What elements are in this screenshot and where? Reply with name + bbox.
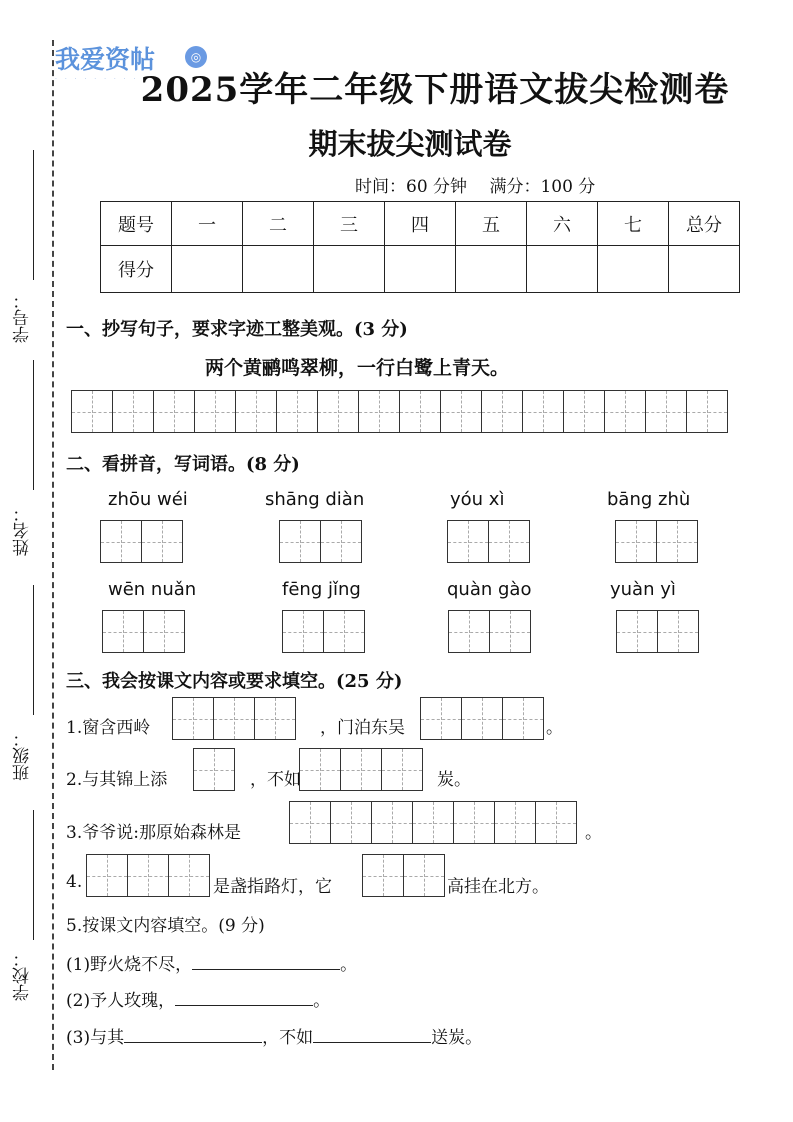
grid-cell[interactable] <box>214 698 255 739</box>
q2-text-2: ，不如 <box>250 770 301 790</box>
q1-end: 。 <box>546 718 563 738</box>
q5-3 <box>66 1023 482 1048</box>
score-cell[interactable] <box>598 246 669 293</box>
score-cell[interactable] <box>669 246 740 293</box>
score-cell[interactable] <box>172 246 243 293</box>
grid-cell[interactable] <box>382 749 423 790</box>
grid-cell[interactable] <box>128 855 169 896</box>
word-answer-grid[interactable] <box>615 520 698 563</box>
header-cell: 二 <box>243 202 314 246</box>
score-cell[interactable] <box>314 246 385 293</box>
class-line <box>33 585 34 715</box>
grid-cell[interactable] <box>359 391 400 432</box>
logo-dots: · · · · · · · · · · <box>55 76 149 83</box>
grid-cell[interactable] <box>658 611 699 652</box>
q5-2-end: 。 <box>313 991 331 1011</box>
page-title: 2025学年二年级下册语文拔尖检测卷 <box>140 70 730 110</box>
grid-cell[interactable] <box>142 521 183 562</box>
grid-cell[interactable] <box>657 521 698 562</box>
copy-sentence: 两个黄鹂鸣翠柳，一行白鹭上青天。 <box>205 357 510 379</box>
word-answer-grid[interactable] <box>447 520 530 563</box>
grid-cell[interactable] <box>236 391 277 432</box>
student-id-line <box>33 150 34 280</box>
logo-text: 我爱资帖 <box>55 45 156 74</box>
grid-cell[interactable] <box>169 855 210 896</box>
q5-3-end: 送炭。 <box>431 1028 483 1048</box>
grid-cell[interactable] <box>413 802 454 843</box>
score-cell[interactable] <box>456 246 527 293</box>
grid-cell[interactable] <box>482 391 523 432</box>
word-answer-grid[interactable] <box>616 610 699 653</box>
word-answer-grid[interactable] <box>282 610 365 653</box>
q2-text: 2.与其锦上添 <box>66 770 168 790</box>
q4-number: 4. <box>66 872 83 892</box>
section-1-heading: 一、抄写句子，要求字迹工整美观。(3 分) <box>66 319 408 340</box>
score-table-header-row <box>101 202 740 246</box>
pinyin-label: zhōu wéi <box>108 489 188 510</box>
grid-cell[interactable] <box>646 391 687 432</box>
grid-cell[interactable] <box>564 391 605 432</box>
header-cell: 总分 <box>669 202 740 246</box>
q1-answer-grid-2[interactable] <box>420 697 544 740</box>
q4-answer-grid-1[interactable] <box>86 854 210 897</box>
header-cell: 五 <box>456 202 527 246</box>
q1-text: 1.窗含西岭 <box>66 718 151 738</box>
pinyin-label: yóu xì <box>450 489 505 510</box>
grid-cell[interactable] <box>404 855 445 896</box>
grid-cell[interactable] <box>454 802 495 843</box>
grid-cell[interactable] <box>283 611 324 652</box>
grid-cell[interactable] <box>194 749 235 790</box>
grid-cell[interactable] <box>87 855 128 896</box>
header-cell: 七 <box>598 202 669 246</box>
row-label: 得分 <box>101 246 172 293</box>
grid-cell[interactable] <box>363 855 404 896</box>
grid-cell[interactable] <box>277 391 318 432</box>
grid-cell[interactable] <box>300 749 341 790</box>
grid-cell[interactable] <box>195 391 236 432</box>
grid-cell[interactable] <box>372 802 413 843</box>
grid-cell[interactable] <box>489 521 530 562</box>
grid-cell[interactable] <box>154 391 195 432</box>
grid-cell[interactable] <box>113 391 154 432</box>
school-line <box>33 810 34 940</box>
q4-text: 是盏指路灯，它 <box>213 877 332 897</box>
header-cell: 题号 <box>101 202 172 246</box>
q5-2-blank[interactable] <box>175 987 313 1006</box>
grid-cell[interactable] <box>331 802 372 843</box>
grid-cell[interactable] <box>321 521 362 562</box>
logo-badge-icon: ◎ <box>185 46 207 68</box>
section-3-heading: 三、我会按课文内容或要求填空。(25 分) <box>66 671 403 692</box>
section-2-heading: 二、看拼音，写词语。(8 分) <box>66 454 300 475</box>
q5-3-blank-2[interactable] <box>313 1024 431 1043</box>
q5-2 <box>66 986 330 1011</box>
grid-cell[interactable] <box>503 698 544 739</box>
grid-cell[interactable] <box>255 698 296 739</box>
q5-2-text: (2)予人玫瑰， <box>66 991 176 1011</box>
grid-cell[interactable] <box>687 391 728 432</box>
header-cell: 三 <box>314 202 385 246</box>
grid-cell[interactable] <box>318 391 359 432</box>
q3-answer-grid[interactable] <box>289 801 577 844</box>
school-label: 学校： <box>13 950 33 1001</box>
q2-answer-grid-2[interactable] <box>299 748 423 791</box>
q5-1-end: 。 <box>340 955 358 975</box>
score-cell[interactable] <box>527 246 598 293</box>
header-cell: 六 <box>527 202 598 246</box>
pinyin-label: bāng zhù <box>607 489 691 510</box>
name-line <box>33 360 34 490</box>
header-cell: 四 <box>385 202 456 246</box>
pinyin-label: quàn gào <box>447 579 532 600</box>
grid-cell[interactable] <box>173 698 214 739</box>
grid-cell[interactable] <box>617 611 658 652</box>
grid-cell[interactable] <box>101 521 142 562</box>
grid-cell[interactable] <box>144 611 185 652</box>
q3-end: 。 <box>585 823 602 843</box>
score-cell[interactable] <box>385 246 456 293</box>
grid-cell[interactable] <box>616 521 657 562</box>
grid-cell[interactable] <box>462 698 503 739</box>
grid-cell[interactable] <box>324 611 365 652</box>
q4-answer-grid-2[interactable] <box>362 854 445 897</box>
q1-text-2: ，门泊东吴 <box>320 718 405 738</box>
grid-cell[interactable] <box>421 698 462 739</box>
grid-cell[interactable] <box>400 391 441 432</box>
grid-cell[interactable] <box>441 391 482 432</box>
grid-cell[interactable] <box>448 521 489 562</box>
q2-end: 炭。 <box>437 770 471 790</box>
q5-3-blank-1[interactable] <box>124 1024 262 1043</box>
student-id-label: 学号： <box>13 292 33 343</box>
grid-cell[interactable] <box>72 391 113 432</box>
binding-dashed-line <box>52 40 54 1070</box>
q3-text: 3.爷爷说:那原始森林是 <box>66 823 241 843</box>
word-answer-grid[interactable] <box>448 610 531 653</box>
q5-1 <box>66 950 357 975</box>
word-answer-grid[interactable] <box>102 610 185 653</box>
copy-writing-grid[interactable] <box>71 390 728 433</box>
header-cell: 一 <box>172 202 243 246</box>
q5-heading: 5.按课文内容填空。(9 分) <box>66 916 265 936</box>
word-answer-grid[interactable] <box>279 520 362 563</box>
q5-1-text: (1)野火烧不尽， <box>66 955 193 975</box>
q4-end: 高挂在北方。 <box>447 877 549 897</box>
q5-1-blank[interactable] <box>192 951 340 970</box>
q5-3-text-2: ，不如 <box>262 1028 314 1048</box>
q2-answer-grid-1[interactable] <box>193 748 235 791</box>
grid-cell[interactable] <box>280 521 321 562</box>
exam-info: 时间：60 分钟 满分：100 分 <box>355 177 596 197</box>
q1-answer-grid-1[interactable] <box>172 697 296 740</box>
score-cell[interactable] <box>243 246 314 293</box>
grid-cell[interactable] <box>495 802 536 843</box>
pinyin-label: shāng diàn <box>265 489 365 510</box>
grid-cell[interactable] <box>341 749 382 790</box>
class-label: 班级： <box>13 730 33 781</box>
grid-cell[interactable] <box>290 802 331 843</box>
score-table-score-row <box>101 246 740 293</box>
word-answer-grid[interactable] <box>100 520 183 563</box>
score-table <box>100 201 740 293</box>
grid-cell[interactable] <box>536 802 577 843</box>
pinyin-label: wēn nuǎn <box>108 579 197 600</box>
grid-cell[interactable] <box>449 611 490 652</box>
grid-cell[interactable] <box>103 611 144 652</box>
pinyin-label: fēng jǐng <box>282 579 361 600</box>
grid-cell[interactable] <box>523 391 564 432</box>
page-subtitle: 期末拔尖测试卷 <box>308 127 512 161</box>
name-label: 姓名： <box>13 505 33 556</box>
q5-3-text: (3)与其 <box>66 1028 125 1048</box>
grid-cell[interactable] <box>490 611 531 652</box>
grid-cell[interactable] <box>605 391 646 432</box>
pinyin-label: yuàn yì <box>610 579 676 600</box>
